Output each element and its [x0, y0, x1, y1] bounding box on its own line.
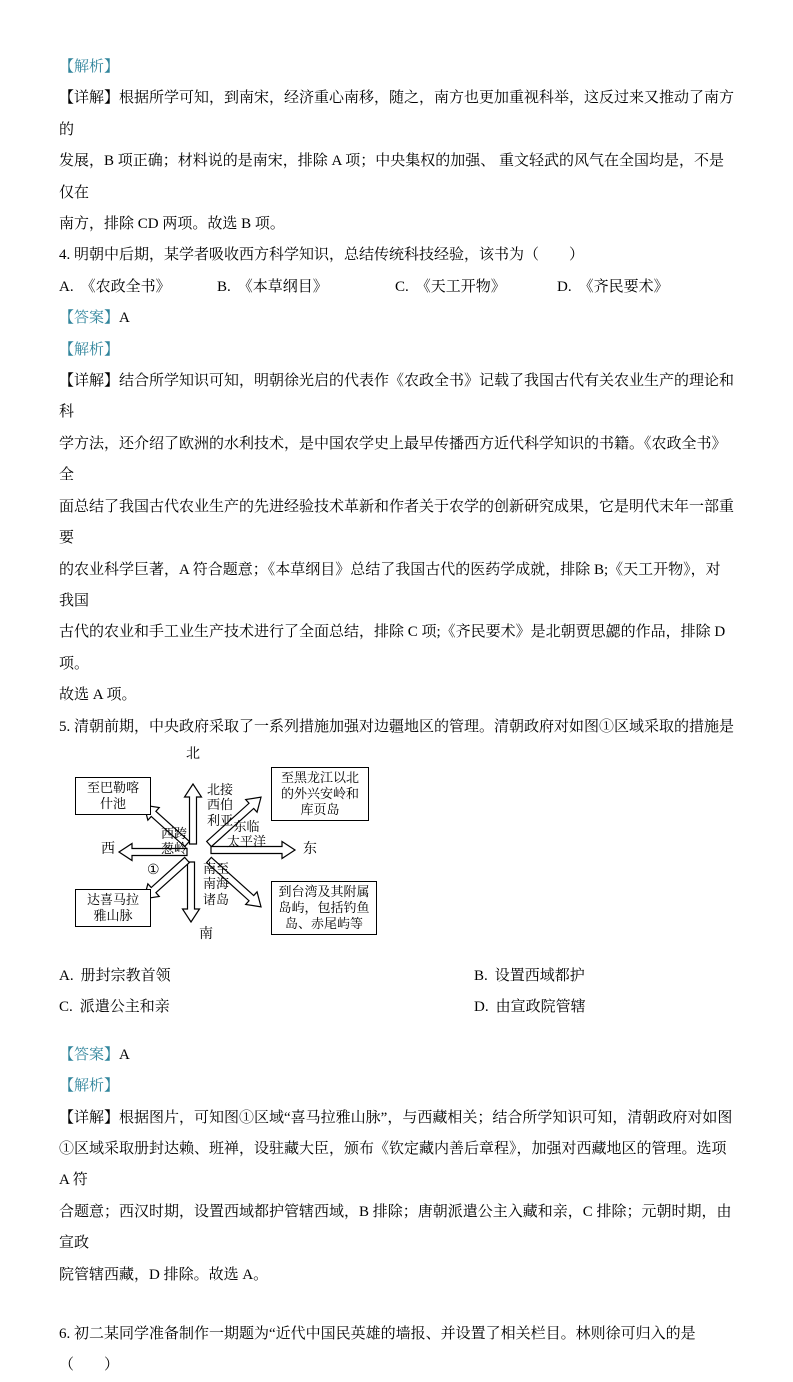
q4-detail-line-6: 故选 A 项。 — [59, 687, 137, 704]
q5-map-diagram — [75, 746, 505, 951]
q3-analysis-label: 【解析】 — [59, 59, 120, 75]
q5-option-b-text: 设置西域都护 — [494, 967, 585, 984]
q5-option-a — [59, 961, 474, 992]
q4-detail-line-1: 【详解】结合所学知识可知，明朝徐光启的代表作《农政全书》记载了我国古代有关农业生产的理论和科 — [59, 373, 735, 421]
arrow-north — [185, 784, 202, 844]
q4-options-row — [59, 272, 735, 303]
q5-option-b-label: B. — [474, 967, 488, 984]
q5-option-c-text: 派遣公主和亲 — [79, 999, 170, 1016]
q5-detail-line-3: 合题意；西汉时期，设置西域都护管辖西域，B 排除；唐朝派遣公主入藏和亲，C 排除；元朝时期，由宣政 — [59, 1203, 732, 1252]
q4-detail-line-4: 的农业科学巨著，A 符合题意；《本草纲目》总结了我国古代的医药学成就，排除 B;《天工开物》，对我国 — [59, 561, 721, 609]
q5-analysis-label: 【解析】 — [59, 1078, 120, 1095]
diagram-west-caption: 西跨 葱岭 — [161, 825, 188, 857]
q5-detail-line-4: 院管辖西藏，D 排除。故选 A。 — [59, 1266, 269, 1283]
q5-option-d-text: 由宣政院管辖 — [495, 999, 586, 1016]
diagram-east-caption: 东临 太平洋 — [227, 818, 267, 850]
arrow-south — [183, 862, 200, 922]
q4-option-b-text: 《本草纲目》 — [237, 278, 328, 295]
diagram-north-caption: 北接 西伯 利亚 — [207, 781, 234, 828]
q5-option-c-label: C. — [59, 999, 73, 1016]
q3-detail-line-3: 南方，排除 CD 两项。故选 B 项。 — [59, 216, 285, 233]
q4-stem: 4. 明朝中后期，某学者吸收西方科学知识，总结传统科技经验，该书为（ ） — [59, 247, 585, 264]
q5-option-d-label: D. — [474, 999, 489, 1016]
q6-stem: 6. 初二某同学准备制作一期题为“近代中国民英雄的墙报、并设置了相关栏目。林则徐可归入的是（ ） — [59, 1326, 696, 1374]
q4-option-d-text: 《齐民要术》 — [578, 278, 669, 295]
diagram-south-caption: 南至 南海 诸岛 — [203, 860, 230, 907]
q4-option-c-label: C. — [395, 278, 409, 295]
q5-answer-value: A — [119, 1046, 130, 1063]
diagram-west-label: 西 — [101, 841, 115, 857]
q5-detail-line-1: 【详解】根据图片，可知图①区域“喜马拉雅山脉”，与西藏相关；结合所学知识可知，清朝政府对如图 — [59, 1109, 733, 1126]
q4-option-d-label: D. — [557, 278, 572, 295]
q4-option-a-label: A. — [59, 278, 74, 295]
q4-analysis-label: 【解析】 — [59, 341, 120, 358]
q4-detail-line-3: 面总结了我国古代农业生产的先进经验技术革新和作者关于农学的创新研究成果，它是明代末年一部重 要 — [59, 498, 738, 547]
q4-option-b-label: B. — [217, 278, 231, 295]
q5-options-row-1 — [59, 961, 735, 992]
diagram-region-1-marker: ① — [147, 862, 160, 878]
diagram-south-label: 南 — [199, 926, 213, 942]
diagram-box-southwest: 达喜马拉 雅山脉 — [75, 889, 151, 927]
q5-option-c — [59, 992, 474, 1023]
q4-answer-label: 【答案】 — [59, 310, 120, 327]
q5-option-a-text: 册封宗教首领 — [80, 967, 171, 984]
q4-option-c-text: 《天工开物》 — [415, 278, 506, 295]
diagram-box-southeast: 到台湾及其附属 岛屿，包括钓鱼 岛、赤尾屿等 — [271, 881, 377, 935]
q4-answer-value: A — [119, 310, 130, 327]
q4-detail-line-5: 古代的农业和手工业生产技术进行了全面总结，排除 C 项;《齐民要术》是北朝贾思勰的作品，排除 D 项。 — [59, 624, 730, 672]
q5-option-b — [474, 961, 585, 992]
q5-options-row-2 — [59, 992, 735, 1023]
q4-option-a — [59, 272, 217, 303]
q5-option-a-label: A. — [59, 967, 74, 984]
q3-detail-line-1: 【详解】根据所学可知，到南宋，经济重心南移，随之，南方也更加重视科举，这反过来又推动了南方的 — [59, 90, 735, 138]
diagram-north-label: 北 — [186, 746, 200, 762]
q5-option-d — [474, 992, 586, 1023]
diagram-box-northeast: 至黑龙江以北 的外兴安岭和 库页岛 — [271, 767, 369, 821]
q4-option-a-text: 《农政全书》 — [80, 278, 171, 295]
q5-detail-line-2: ①区域采取册封达赖、班禅，设驻藏大臣，颁布《钦定藏内善后章程》，加强对西藏地区的管理。选项 A 符 — [59, 1140, 731, 1189]
q4-option-b — [217, 272, 395, 303]
q4-option-d — [557, 272, 669, 303]
q5-stem: 5. 清朝前期，中央政府采取了一系列措施加强对边疆地区的管理。清朝政府对如图①区域采取的措施是 — [59, 718, 735, 735]
q3-detail-line-2: 发展，B 项正确；材料说的是南宋，排除 A 项；中央集权的加强、 重文轻武的风气在全国均是，不是仅在 — [59, 153, 725, 201]
q4-answer-line — [59, 303, 735, 334]
q4-option-c — [395, 272, 557, 303]
q5-answer-line — [59, 1040, 735, 1071]
diagram-box-northwest: 至巴勒喀 什池 — [75, 777, 151, 815]
q5-answer-label: 【答案】 — [59, 1046, 120, 1063]
q4-detail-line-2: 学方法，还介绍了欧洲的水利技术，是中国农学史上最早传播西方近代科学知识的书籍。《农政全书》 全 — [59, 435, 731, 484]
diagram-east-label: 东 — [303, 841, 317, 857]
